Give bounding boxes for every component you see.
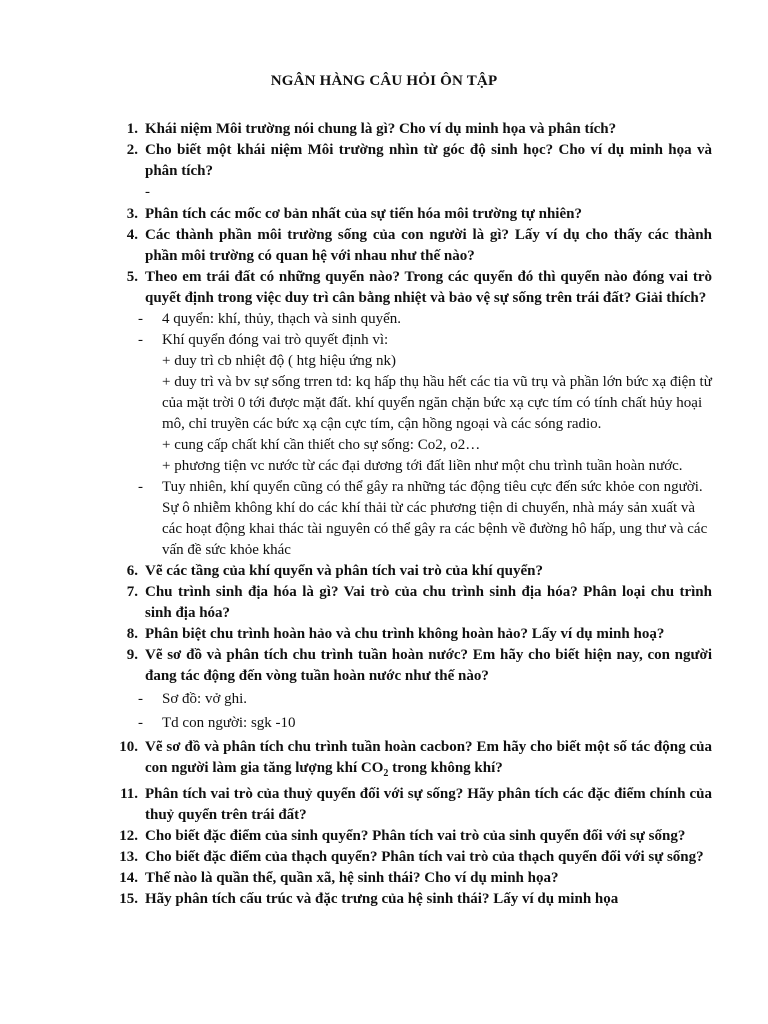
question-text: Phân tích vai trò của thuỷ quyển đối với sự sống? Hãy phân tích các đặc điểm chính của thuỷ quyển trên trái đất? [145, 786, 712, 823]
question-number: 6. [126, 563, 138, 579]
question-item [111, 267, 712, 309]
answer-line: Sơ đồ: vở ghi. [162, 691, 248, 707]
bullet-dash: - [138, 479, 143, 495]
answer-item [111, 309, 712, 330]
question-text: Cho biết một khái niệm Môi trường nhìn từ góc độ sinh học? Cho ví dụ minh họa và phân tích? [145, 142, 712, 179]
question-number: 12. [119, 828, 138, 844]
question-number: 14. [119, 870, 138, 886]
question-number: 13. [119, 849, 138, 865]
question-item [111, 868, 712, 889]
answer-line: + cung cấp chất khí cần thiết cho sự sống: Co2, o2… [162, 437, 481, 453]
question-text: Chu trình sinh địa hóa là gì? Vai trò của chu trình sinh địa hóa? Phân loại chu trình sinh địa hóa? [145, 584, 712, 621]
bullet-dash: - [138, 691, 143, 707]
question-text: Khái niệm Môi trường nói chung là gì? Cho ví dụ minh họa và phân tích? [145, 121, 617, 137]
question-item [111, 140, 712, 182]
question-item [111, 889, 712, 910]
question-text: Cho biết đặc điểm của sinh quyển? Phân tích vai trò của sinh quyển đối với sự sống? [145, 828, 686, 844]
question-item [111, 225, 712, 267]
question-item [111, 561, 712, 582]
question-number: 2. [126, 142, 138, 158]
answer-item [111, 477, 712, 561]
question-text: Thế nào là quần thể, quần xã, hệ sinh thái? Cho ví dụ minh họa? [145, 870, 559, 886]
question-number: 5. [126, 269, 138, 285]
question-item [111, 624, 712, 645]
answer-item [111, 330, 712, 477]
question-number: 1. [126, 121, 138, 137]
answer-line: + duy trì cb nhiệt độ ( htg hiệu ứng nk) [162, 353, 397, 369]
answer-line: Khí quyển đóng vai trò quyết định vì: [162, 332, 389, 348]
question-number: 11. [120, 786, 138, 802]
question-number: 9. [126, 647, 138, 663]
question-item [111, 645, 712, 687]
bullet-dash: - [138, 311, 143, 327]
answer-line: Td con người: sgk -10 [162, 715, 296, 731]
question-item [111, 582, 712, 624]
question-item [111, 847, 712, 868]
question-item [111, 204, 712, 225]
question-text: Vẽ sơ đồ và phân tích chu trình tuần hoàn nước? Em hãy cho biết hiện nay, con người đang tác động đến vòng tuần hoàn nước như thế nào? [145, 647, 712, 684]
answer-line: + phương tiện vc nước từ các đại dương tới đất liền như một chu trình tuần hoàn nước. [162, 458, 683, 474]
question-text: Cho biết đặc điểm của thạch quyển? Phân tích vai trò của thạch quyển đối với sự sống? [145, 849, 704, 865]
question-number: 7. [126, 584, 138, 600]
question-item [111, 784, 712, 826]
question-list [111, 119, 712, 910]
question-text: Phân biệt chu trình hoàn hảo và chu trình không hoàn hảo? Lấy ví dụ minh hoạ? [145, 626, 665, 642]
question-text: Các thành phần môi trường sống của con người là gì? Lấy ví dụ cho thấy các thành phần môi trường có quan hệ với nhau như thế nào? [145, 227, 712, 264]
question-text: Phân tích các mốc cơ bản nhất của sự tiến hóa môi trường tự nhiên? [145, 206, 582, 222]
question-item [111, 737, 712, 784]
answer-item [111, 713, 712, 734]
question-text: Theo em trái đất có những quyển nào? Trong các quyển đó thì quyển nào đóng vai trò quyết định trong việc duy trì cân bằng nhiệt và bảo vệ sự sống trên trái đất? Giải thích? [145, 269, 712, 306]
question-number: 10. [119, 739, 138, 755]
answer-item [111, 689, 712, 710]
question-number: 3. [126, 206, 138, 222]
question-text: Hãy phân tích cấu trúc và đặc trưng của hệ sinh thái? Lấy ví dụ minh họa [145, 891, 619, 907]
q2-dash: - [145, 184, 150, 200]
answer-line: + duy trì và bv sự sống trren td: kq hấp thụ hầu hết các tia vũ trụ và phần lớn bức xạ điện từ của mặt trời 0 tới được mặt đất. khí quyển ngăn chặn bức xạ cực tím có tính chất hủy hoại mô, chỉ truyền các bức xạ cận cực tím, cận hồng ngoại và các sóng radio. [162, 374, 712, 432]
answer-line: 4 quyển: khí, thủy, thạch và sinh quyển. [162, 311, 401, 327]
subscript-2: 2 [383, 768, 389, 779]
bullet-dash: - [138, 332, 143, 348]
question-number: 8. [126, 626, 138, 642]
question-item [111, 826, 712, 847]
question-number: 4. [126, 227, 138, 243]
question-number: 15. [119, 891, 138, 907]
bullet-dash: - [138, 715, 143, 731]
question-text: Vẽ các tầng của khí quyển và phân tích vai trò của khí quyển? [145, 563, 543, 579]
question-item [111, 119, 712, 140]
answer-line: Tuy nhiên, khí quyển cũng có thể gây ra những tác động tiêu cực đến sức khỏe con người. Sự ô nhiễm không khí do các khí thải từ các phương tiện di chuyển, nhà máy sản xuất và các hoạt động khai thác tài nguyên có thể gây ra các bệnh về đường hô hấp, ung thư và các vấn đề sức khỏe khác [162, 479, 708, 558]
page-title: NGÂN HÀNG CÂU HỎI ÔN TẬP [270, 73, 498, 89]
question-text: Vẽ sơ đồ và phân tích chu trình tuần hoàn cacbon? Em hãy cho biết một số tác động của con người làm gia tăng lượng khí $CO_2$ trong không khí? [145, 739, 712, 779]
